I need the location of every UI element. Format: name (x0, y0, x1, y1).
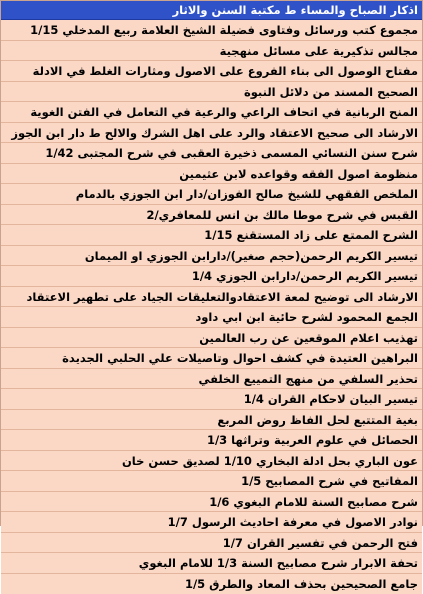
list-item[interactable]: نوادر الاصول في معرفة احاديث الرسول 1/7 (1, 512, 422, 533)
list-item[interactable]: الحصائل في علوم العربية وتراثها 1/3 (1, 430, 422, 451)
list-item[interactable]: تيسير الكريم الرحمن(حجم صغير)/دارابن الجوزي او الميمان (1, 246, 422, 267)
list-item[interactable]: تحذير السلفي من منهج التمييع الخلفي (1, 369, 422, 390)
list-item[interactable]: الجمع المحمود لشرح حائية ابن ابي داود (1, 307, 422, 328)
list-header: اذكار الصباح والمساء ط مكتبة السنن والاثار (1, 1, 422, 20)
book-list (1, 20, 422, 594)
list-item[interactable]: الملخص الفقهي للشيخ صالح الفوزان/دار ابن الجوزي بالدمام (1, 184, 422, 205)
list-item[interactable]: مجموع كتب ورسائل وفتاوى فضيلة الشيخ العلامة ربيع المدخلي 1/15 (1, 20, 422, 41)
list-item[interactable]: تيسير البيان لاحكام القران 1/4 (1, 389, 422, 410)
list-item[interactable]: المفاتيح في شرح المصابيح 1/5 (1, 471, 422, 492)
list-item[interactable]: الارشاد الى صحيح الاعتقاد والرد على اهل الشرك والالح ط دار ابن الجوز (1, 123, 422, 144)
list-item[interactable]: جامع الصحيحين بحذف المعاد والطرق 1/5 (1, 574, 422, 594)
list-item[interactable]: تهذيب اعلام الموقعين عن رب العالمين (1, 328, 422, 349)
list-item[interactable]: فتح الرحمن في تفسير القران 1/7 (1, 533, 422, 554)
list-item[interactable]: البراهين العتيدة في كشف احوال وتاصيلات علي الحلبي الجديدة (1, 348, 422, 369)
list-item[interactable]: عون الباري بحل ادلة البخاري 1/10 لصديق حسن خان (1, 451, 422, 472)
list-item[interactable]: منظومة اصول الفقه وقواعده لابن عثيمين (1, 164, 422, 185)
list-item[interactable]: مفتاح الوصول الى بناء الفروع على الاصول ومثارات الغلط في الادلة (1, 61, 422, 82)
list-item[interactable]: تحفة الابرار شرح مصابيح السنة 1/3 للامام البغوي (1, 553, 422, 574)
list-item[interactable]: القبس في شرح موطا مالك بن انس للمعافري/2 (1, 205, 422, 226)
list-item[interactable]: الارشاد الى توضيح لمعة الاعتقادوالتعليقات الجياد على تطهير الاعتقاد (1, 287, 422, 308)
list-item[interactable]: الشرح الممتع على زاد المستقنع 1/15 (1, 225, 422, 246)
list-item[interactable]: شرح مصابيح السنة للامام البغوي 1/6 (1, 492, 422, 513)
list-item[interactable]: تيسير الكريم الرحمن/دارابن الجوزي 1/4 (1, 266, 422, 287)
list-item[interactable]: بغية المتتبع لحل الفاظ روض المربع (1, 410, 422, 431)
list-item[interactable]: الصحيح المسند من دلائل النبوة (1, 82, 422, 103)
list-item[interactable]: المنح الربانية في اتحاف الراعي والرعية في التعامل في الفتن الغوية (1, 102, 422, 123)
list-item[interactable]: مجالس تذكيرية على مسائل منهجية (1, 41, 422, 62)
list-item[interactable]: شرح سنن النسائي المسمى ذخيرة العقبى في شرح المجتبى 1/42 (1, 143, 422, 164)
